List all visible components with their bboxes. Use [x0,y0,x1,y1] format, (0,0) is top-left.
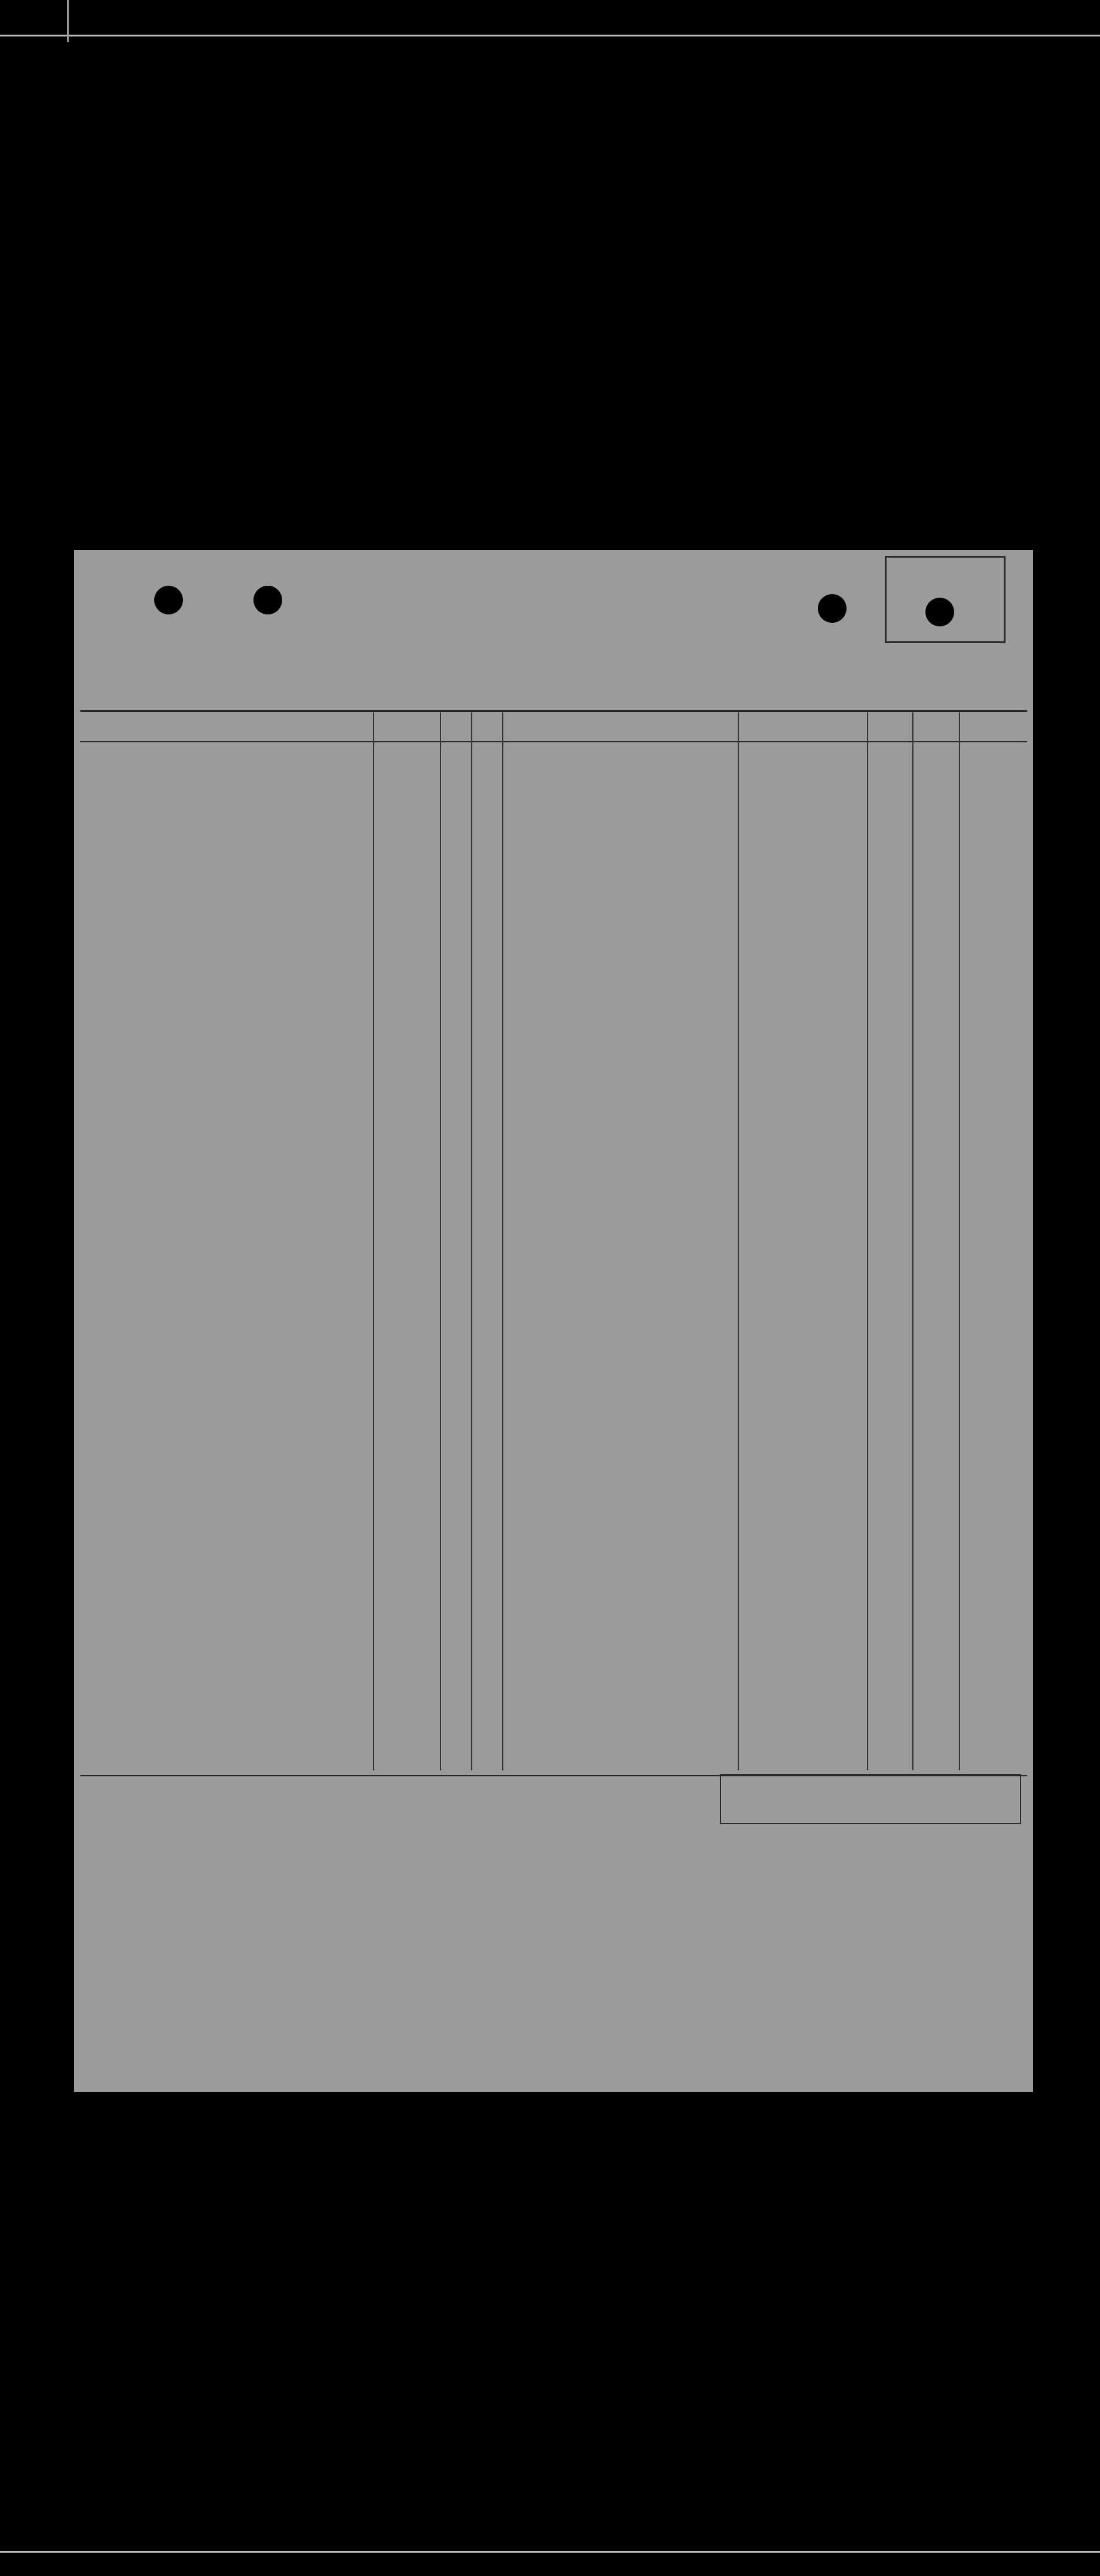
punch-hole-1 [154,586,183,614]
revised-totals-box [720,1774,1021,1824]
col-sep-pers [867,712,868,1770]
col-sep-5 [738,712,739,1770]
col-header-rule [80,741,1027,742]
punch-hole-3 [818,594,847,623]
scan-bottom-edge [0,2551,1100,2553]
header-rule [80,710,1027,712]
manifest-document [74,550,1033,2092]
col-sep-sex [471,712,472,1770]
scan-left-edge [67,0,69,42]
scan-top-edge [0,35,1100,36]
col-sep-ticket [373,712,374,1770]
col-sep-age [440,712,441,1770]
col-sep-bags [912,712,913,1770]
col-sep-bagwt [959,712,960,1770]
punch-hole-2 [253,586,282,614]
stamp-box [885,556,1006,643]
col-sep-nat [502,712,503,1770]
